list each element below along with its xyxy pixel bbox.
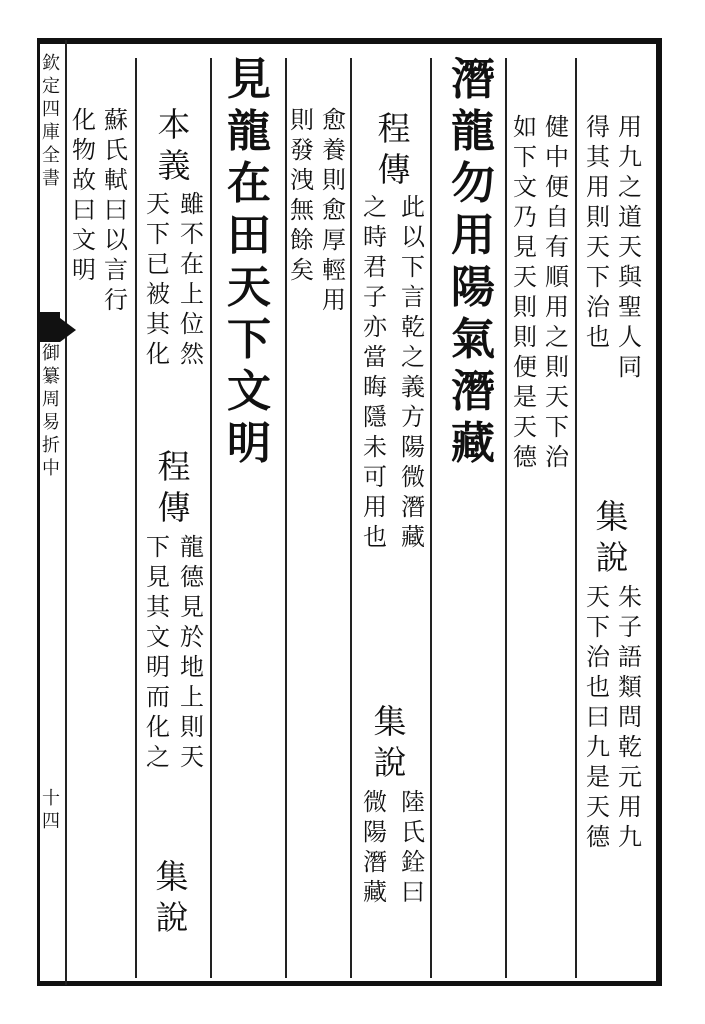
glyph: 元 [618, 763, 642, 791]
column-rule [505, 58, 507, 978]
glyph: 用 [545, 293, 569, 321]
glyph: 乾 [401, 313, 425, 341]
glyph: 集 [155, 857, 189, 896]
classic-heading [222, 54, 276, 474]
glyph: 氣 [451, 314, 495, 365]
glyph: 言 [104, 256, 128, 284]
glyph: 得 [586, 113, 610, 141]
glyph: 用 [451, 210, 495, 261]
glyph: 天 [618, 233, 642, 261]
column-rule [430, 58, 432, 978]
glyph: 其 [146, 593, 170, 621]
glyph: 其 [146, 310, 170, 338]
glyph: 用 [618, 113, 642, 141]
glyph: 天 [513, 413, 537, 441]
text-column [580, 585, 616, 855]
text-column [176, 535, 208, 775]
glyph: 之 [401, 343, 425, 371]
glyph: 則 [586, 203, 610, 231]
glyph: 文 [146, 623, 170, 651]
glyph: 天 [513, 263, 537, 291]
glyph: 義 [157, 146, 191, 185]
glyph: 物 [72, 136, 96, 164]
book-title [40, 345, 62, 483]
glyph: 說 [373, 743, 407, 782]
heading-benyi [152, 105, 196, 190]
text-column [580, 115, 616, 355]
glyph: 其 [586, 143, 610, 171]
glyph: 天 [545, 383, 569, 411]
glyph: 折 [42, 435, 60, 456]
fishtail-mark [38, 312, 60, 342]
glyph: 也 [363, 523, 387, 551]
glyph: 曰 [104, 196, 128, 224]
text-column [318, 108, 350, 318]
glyph: 德 [513, 443, 537, 471]
glyph: 傳 [377, 150, 411, 189]
glyph: 文 [227, 366, 271, 417]
glyph: 集 [373, 702, 407, 741]
collection-title [40, 55, 62, 193]
glyph: 發 [290, 136, 314, 164]
glyph: 氏 [104, 136, 128, 164]
glyph: 道 [618, 203, 642, 231]
glyph: 蘇 [104, 106, 128, 134]
glyph: 九 [618, 143, 642, 171]
glyph: 用 [363, 493, 387, 521]
glyph: 朱 [618, 583, 642, 611]
glyph: 周 [42, 389, 60, 410]
glyph: 則 [545, 353, 569, 381]
glyph: 中 [42, 458, 60, 479]
glyph: 易 [42, 412, 60, 433]
glyph: 天 [227, 262, 271, 313]
glyph: 藏 [401, 523, 425, 551]
glyph: 陽 [401, 433, 425, 461]
glyph: 當 [363, 343, 387, 371]
glyph: 用 [586, 173, 610, 201]
glyph: 微 [401, 463, 425, 491]
glyph: 龍 [227, 106, 271, 157]
glyph: 化 [72, 106, 96, 134]
glyph: 曰 [72, 196, 96, 224]
glyph: 雖 [180, 190, 204, 218]
glyph: 見 [227, 54, 271, 105]
glyph: 行 [104, 286, 128, 314]
glyph: 下 [146, 220, 170, 248]
column-rule [350, 58, 352, 978]
glyph: 以 [104, 226, 128, 254]
heading-jishuo [592, 497, 632, 582]
text-column [142, 535, 174, 775]
text-column [508, 115, 542, 475]
glyph: 有 [545, 233, 569, 261]
heading-chengzhuan [372, 109, 416, 194]
glyph: 御 [42, 343, 60, 364]
glyph: 語 [618, 643, 642, 671]
glyph: 傳 [157, 488, 191, 527]
glyph: 與 [618, 263, 642, 291]
glyph: 見 [180, 593, 204, 621]
glyph: 無 [290, 196, 314, 224]
glyph: 子 [363, 283, 387, 311]
glyph: 順 [545, 263, 569, 291]
text-column [142, 192, 174, 372]
glyph: 文 [513, 173, 537, 201]
glyph: 於 [180, 623, 204, 651]
glyph: 龍 [451, 106, 495, 157]
glyph: 九 [618, 823, 642, 851]
glyph: 上 [180, 280, 204, 308]
glyph: 欽 [42, 53, 60, 74]
glyph: 潛 [363, 848, 387, 876]
glyph: 勿 [451, 158, 495, 209]
glyph: 四 [42, 99, 60, 120]
glyph: 在 [227, 158, 271, 209]
glyph: 君 [363, 253, 387, 281]
glyph: 之 [363, 193, 387, 221]
glyph: 化 [146, 340, 170, 368]
glyph: 天 [146, 190, 170, 218]
glyph: 之 [618, 173, 642, 201]
glyph: 下 [586, 263, 610, 291]
glyph: 問 [618, 703, 642, 731]
glyph: 文 [72, 226, 96, 254]
glyph: 可 [363, 463, 387, 491]
glyph: 天 [586, 583, 610, 611]
glyph: 程 [377, 109, 411, 148]
glyph: 義 [401, 373, 425, 401]
glyph: 中 [545, 143, 569, 171]
glyph: 說 [155, 898, 189, 937]
glyph: 是 [586, 763, 610, 791]
text-column [100, 108, 132, 318]
glyph: 程 [157, 447, 191, 486]
glyph: 九 [586, 733, 610, 761]
text-column [612, 115, 648, 385]
glyph: 位 [180, 310, 204, 338]
glyph: 潛 [451, 366, 495, 417]
glyph: 人 [618, 323, 642, 351]
glyph: 隱 [363, 403, 387, 431]
glyph: 矣 [290, 256, 314, 284]
glyph: 餘 [290, 226, 314, 254]
glyph: 然 [180, 340, 204, 368]
glyph: 微 [363, 788, 387, 816]
glyph: 之 [146, 743, 170, 771]
glyph: 集 [595, 497, 629, 536]
glyph: 子 [618, 613, 642, 641]
glyph: 以 [401, 223, 425, 251]
glyph: 乃 [513, 203, 537, 231]
glyph: 明 [146, 653, 170, 681]
glyph: 也 [586, 323, 610, 351]
glyph: 四 [42, 811, 60, 832]
glyph: 上 [180, 683, 204, 711]
glyph: 下 [146, 533, 170, 561]
text-column [176, 192, 208, 372]
glyph: 故 [72, 166, 96, 194]
glyph: 已 [146, 250, 170, 278]
glyph: 輕 [322, 256, 346, 284]
text-column [396, 790, 430, 910]
glyph: 自 [545, 203, 569, 231]
column-rule [575, 58, 577, 978]
glyph: 則 [322, 166, 346, 194]
glyph: 厚 [322, 226, 346, 254]
column-rule [135, 58, 137, 978]
glyph: 庫 [42, 122, 60, 143]
glyph: 藏 [363, 878, 387, 906]
heading-chengzhuan [152, 447, 196, 532]
glyph: 而 [146, 683, 170, 711]
glyph: 在 [180, 250, 204, 278]
glyph: 用 [322, 286, 346, 314]
heading-jishuo [150, 857, 194, 942]
glyph: 天 [586, 233, 610, 261]
glyph: 則 [513, 293, 537, 321]
glyph: 此 [401, 193, 425, 221]
glyph: 便 [545, 173, 569, 201]
glyph: 健 [545, 113, 569, 141]
text-column [68, 108, 100, 288]
glyph: 方 [401, 403, 425, 431]
glyph: 陸 [401, 788, 425, 816]
glyph: 之 [545, 323, 569, 351]
glyph: 氏 [401, 818, 425, 846]
text-column [358, 790, 392, 910]
glyph: 則 [180, 713, 204, 741]
glyph: 德 [586, 823, 610, 851]
glyph: 下 [545, 413, 569, 441]
glyph: 用 [618, 793, 642, 821]
glyph: 下 [401, 253, 425, 281]
text-column [612, 585, 648, 855]
glyph: 見 [513, 233, 537, 261]
glyph: 如 [513, 113, 537, 141]
glyph: 潛 [401, 493, 425, 521]
margin-rule [65, 40, 67, 985]
glyph: 曰 [401, 878, 425, 906]
column-rule [210, 58, 212, 978]
glyph: 明 [72, 256, 96, 284]
glyph: 也 [586, 673, 610, 701]
glyph: 書 [42, 168, 60, 189]
glyph: 被 [146, 280, 170, 308]
glyph: 明 [227, 418, 271, 469]
glyph: 龍 [180, 533, 204, 561]
glyph: 不 [180, 220, 204, 248]
glyph: 下 [227, 314, 271, 365]
glyph: 十 [42, 788, 60, 809]
glyph: 則 [513, 323, 537, 351]
glyph: 天 [586, 793, 610, 821]
glyph: 治 [586, 293, 610, 321]
glyph: 治 [586, 643, 610, 671]
glyph: 銓 [401, 848, 425, 876]
glyph: 曰 [586, 703, 610, 731]
glyph: 晦 [363, 373, 387, 401]
glyph: 亦 [363, 313, 387, 341]
glyph: 類 [618, 673, 642, 701]
text-column [540, 115, 574, 475]
glyph: 陽 [363, 818, 387, 846]
glyph: 德 [180, 563, 204, 591]
glyph: 聖 [618, 293, 642, 321]
glyph: 田 [227, 210, 271, 261]
glyph: 本 [157, 105, 191, 144]
heading-jishuo [368, 702, 412, 787]
glyph: 說 [595, 538, 629, 577]
glyph: 纂 [42, 366, 60, 387]
glyph: 愈 [322, 106, 346, 134]
glyph: 則 [290, 106, 314, 134]
glyph: 化 [146, 713, 170, 741]
glyph: 下 [513, 143, 537, 171]
glyph: 愈 [322, 196, 346, 224]
classic-heading [446, 54, 500, 474]
glyph: 陽 [451, 262, 495, 313]
glyph: 治 [545, 443, 569, 471]
glyph: 時 [363, 223, 387, 251]
glyph: 潛 [451, 54, 495, 105]
glyph: 全 [42, 145, 60, 166]
text-column [358, 195, 392, 555]
glyph: 言 [401, 283, 425, 311]
glyph: 藏 [451, 418, 495, 469]
glyph: 地 [180, 653, 204, 681]
glyph: 未 [363, 433, 387, 461]
page-number [40, 790, 62, 836]
glyph: 洩 [290, 166, 314, 194]
glyph: 是 [513, 383, 537, 411]
glyph: 見 [146, 563, 170, 591]
glyph: 同 [618, 353, 642, 381]
text-column [396, 195, 430, 555]
glyph: 下 [586, 613, 610, 641]
glyph: 天 [180, 743, 204, 771]
glyph: 便 [513, 353, 537, 381]
text-column [286, 108, 318, 288]
glyph: 乾 [618, 733, 642, 761]
glyph: 定 [42, 76, 60, 97]
glyph: 養 [322, 136, 346, 164]
glyph: 軾 [104, 166, 128, 194]
